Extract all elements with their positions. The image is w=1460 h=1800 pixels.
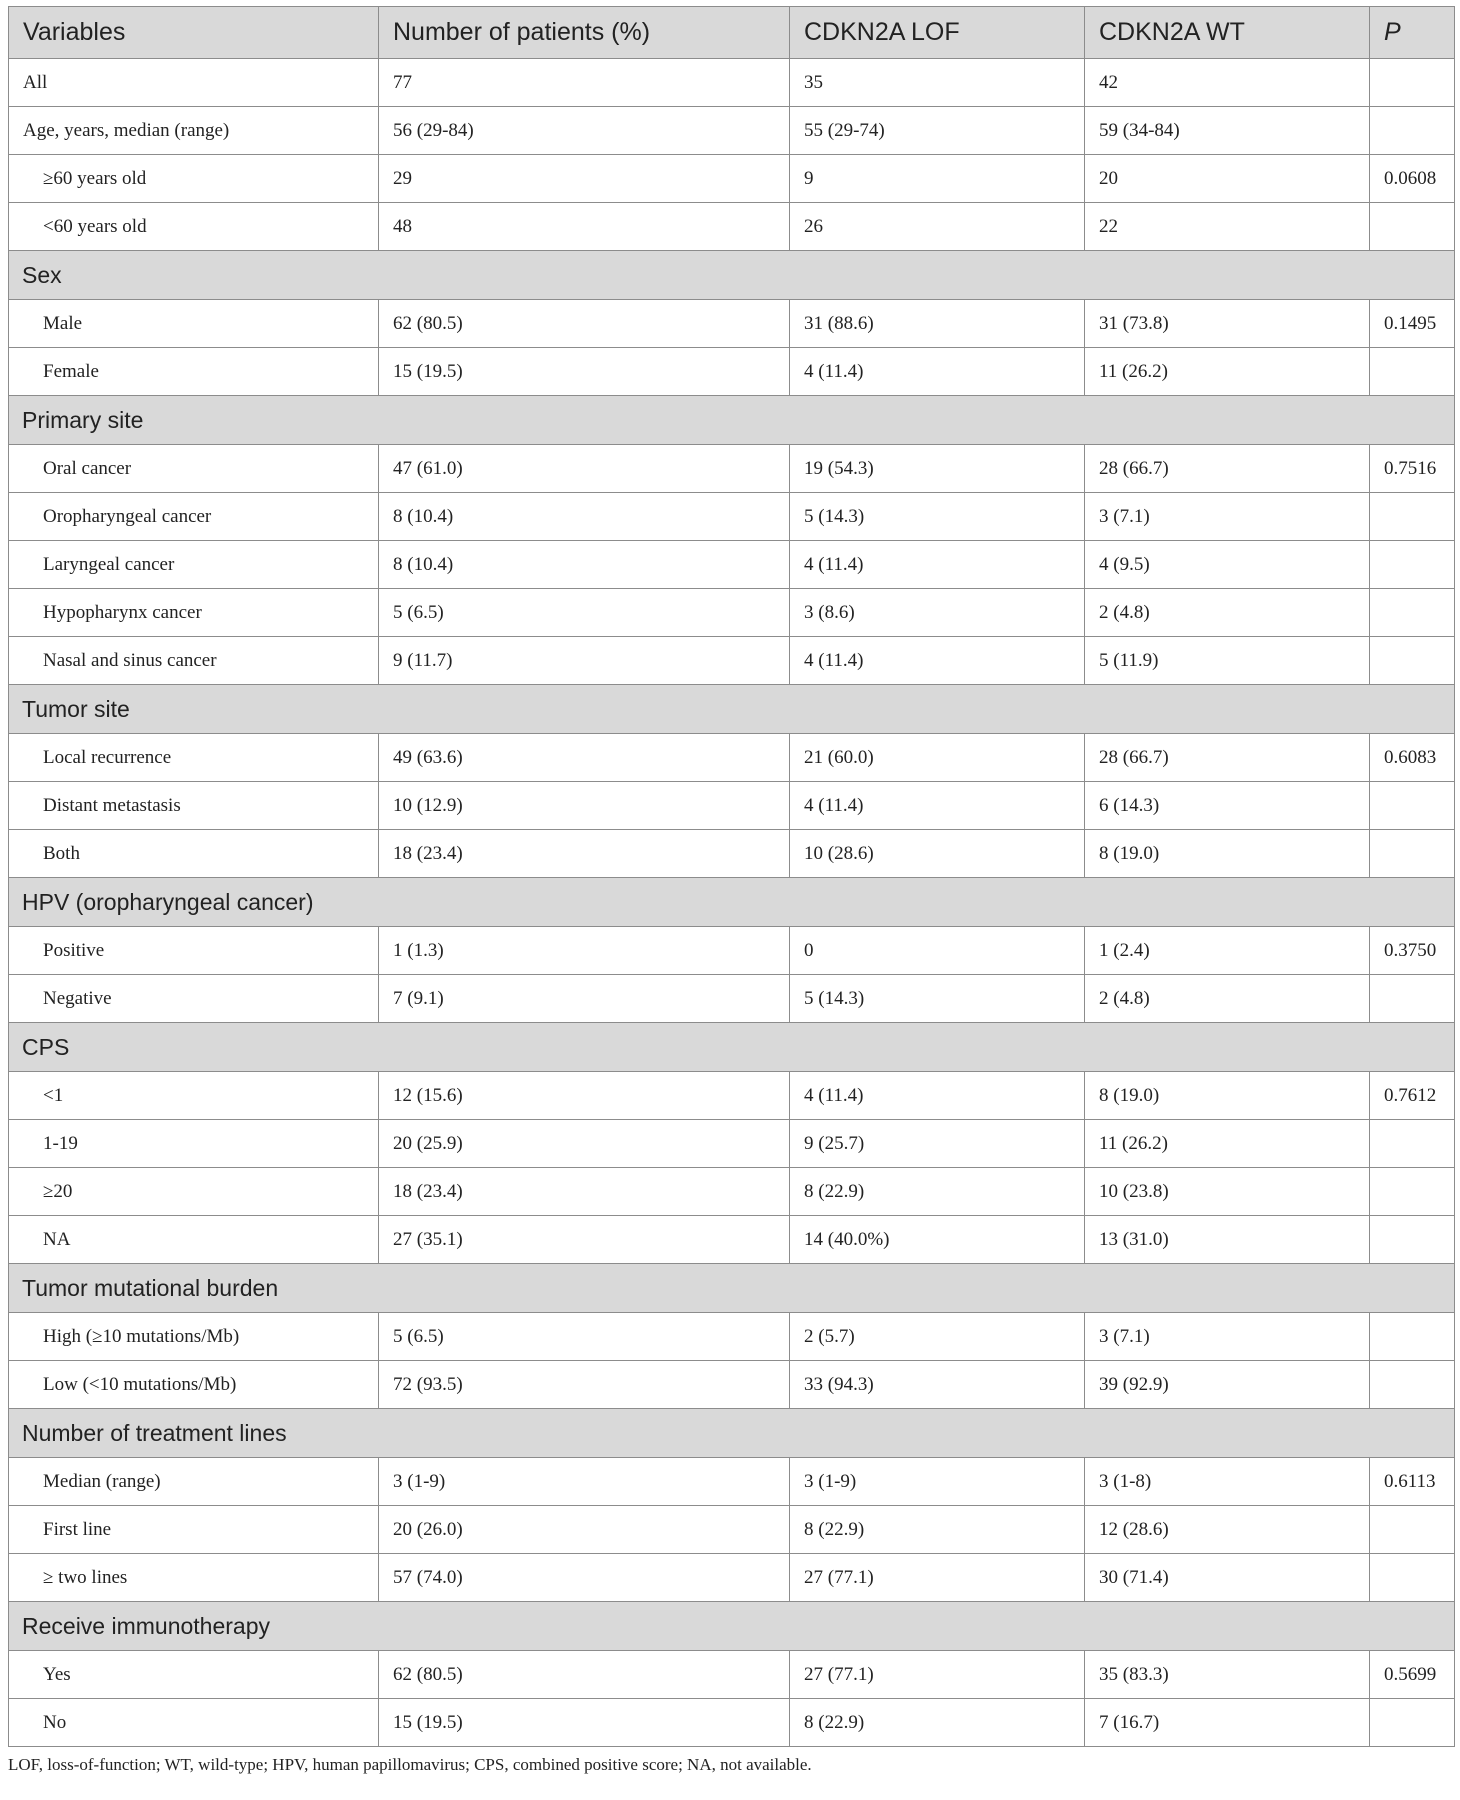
table-row	[9, 1458, 1455, 1506]
section-label: Primary site	[9, 396, 1455, 445]
lof-cell: 14 (40.0%)	[790, 1216, 1085, 1264]
p-value-cell	[1370, 1168, 1455, 1216]
p-value-cell: 0.7612	[1370, 1072, 1455, 1120]
patients-cell: 27 (35.1)	[379, 1216, 790, 1264]
wt-cell: 2 (4.8)	[1085, 975, 1370, 1023]
p-value-cell: 0.6083	[1370, 734, 1455, 782]
table-row	[9, 830, 1455, 878]
table-row	[9, 927, 1455, 975]
variable-cell: No	[9, 1699, 379, 1747]
section-label: Tumor site	[9, 685, 1455, 734]
patients-cell: 18 (23.4)	[379, 830, 790, 878]
variable-cell: <1	[9, 1072, 379, 1120]
lof-cell: 10 (28.6)	[790, 830, 1085, 878]
table-row	[9, 589, 1455, 637]
wt-cell: 10 (23.8)	[1085, 1168, 1370, 1216]
patients-cell: 1 (1.3)	[379, 927, 790, 975]
header-variables: Variables	[9, 7, 379, 59]
patients-cell: 9 (11.7)	[379, 637, 790, 685]
patients-cell: 15 (19.5)	[379, 1699, 790, 1747]
section-header-row	[9, 1409, 1455, 1458]
p-value-cell	[1370, 782, 1455, 830]
section-header-row	[9, 251, 1455, 300]
p-value-cell: 0.5699	[1370, 1651, 1455, 1699]
lof-cell: 4 (11.4)	[790, 782, 1085, 830]
wt-cell: 42	[1085, 59, 1370, 107]
patients-cell: 8 (10.4)	[379, 541, 790, 589]
patients-cell: 48	[379, 203, 790, 251]
patients-cell: 77	[379, 59, 790, 107]
p-value-cell	[1370, 637, 1455, 685]
variable-cell: <60 years old	[9, 203, 379, 251]
variable-cell: Median (range)	[9, 1458, 379, 1506]
table-row	[9, 734, 1455, 782]
patients-cell: 56 (29-84)	[379, 107, 790, 155]
table-row	[9, 637, 1455, 685]
lof-cell: 4 (11.4)	[790, 541, 1085, 589]
p-value-cell	[1370, 1120, 1455, 1168]
wt-cell: 8 (19.0)	[1085, 830, 1370, 878]
lof-cell: 27 (77.1)	[790, 1554, 1085, 1602]
variable-cell: Age, years, median (range)	[9, 107, 379, 155]
table-row	[9, 1120, 1455, 1168]
header-p-value: P	[1370, 7, 1455, 59]
section-header-row	[9, 685, 1455, 734]
p-value-cell: 0.6113	[1370, 1458, 1455, 1506]
section-header-row	[9, 1264, 1455, 1313]
variable-cell: ≥ two lines	[9, 1554, 379, 1602]
wt-cell: 7 (16.7)	[1085, 1699, 1370, 1747]
lof-cell: 35	[790, 59, 1085, 107]
variable-cell: Hypopharynx cancer	[9, 589, 379, 637]
lof-cell: 55 (29-74)	[790, 107, 1085, 155]
table-row	[9, 541, 1455, 589]
variable-cell: ≥20	[9, 1168, 379, 1216]
patients-cell: 5 (6.5)	[379, 1313, 790, 1361]
variable-cell: First line	[9, 1506, 379, 1554]
patients-cell: 5 (6.5)	[379, 589, 790, 637]
table-row	[9, 348, 1455, 396]
patients-cell: 72 (93.5)	[379, 1361, 790, 1409]
section-label: Receive immunotherapy	[9, 1602, 1455, 1651]
variable-cell: Male	[9, 300, 379, 348]
p-value-cell	[1370, 1313, 1455, 1361]
lof-cell: 33 (94.3)	[790, 1361, 1085, 1409]
lof-cell: 5 (14.3)	[790, 975, 1085, 1023]
table-row	[9, 155, 1455, 203]
header-cdkn2a-wt: CDKN2A WT	[1085, 7, 1370, 59]
p-value-cell	[1370, 975, 1455, 1023]
section-label: Tumor mutational burden	[9, 1264, 1455, 1313]
lof-cell: 4 (11.4)	[790, 1072, 1085, 1120]
wt-cell: 28 (66.7)	[1085, 445, 1370, 493]
section-label: Sex	[9, 251, 1455, 300]
lof-cell: 9	[790, 155, 1085, 203]
lof-cell: 8 (22.9)	[790, 1506, 1085, 1554]
variable-cell: 1-19	[9, 1120, 379, 1168]
patients-cell: 29	[379, 155, 790, 203]
patients-cell: 18 (23.4)	[379, 1168, 790, 1216]
wt-cell: 20	[1085, 155, 1370, 203]
wt-cell: 2 (4.8)	[1085, 589, 1370, 637]
p-value-cell	[1370, 589, 1455, 637]
header-number-of-patients: Number of patients (%)	[379, 7, 790, 59]
variable-cell: All	[9, 59, 379, 107]
wt-cell: 3 (7.1)	[1085, 1313, 1370, 1361]
lof-cell: 2 (5.7)	[790, 1313, 1085, 1361]
lof-cell: 0	[790, 927, 1085, 975]
section-label: HPV (oropharyngeal cancer)	[9, 878, 1455, 927]
wt-cell: 59 (34-84)	[1085, 107, 1370, 155]
patient-characteristics-table	[8, 6, 1455, 1747]
lof-cell: 21 (60.0)	[790, 734, 1085, 782]
variable-cell: ≥60 years old	[9, 155, 379, 203]
variable-cell: Yes	[9, 1651, 379, 1699]
p-value-cell	[1370, 107, 1455, 155]
table-row	[9, 1506, 1455, 1554]
p-value-cell	[1370, 493, 1455, 541]
wt-cell: 6 (14.3)	[1085, 782, 1370, 830]
section-label: CPS	[9, 1023, 1455, 1072]
table-row	[9, 203, 1455, 251]
p-value-cell	[1370, 1361, 1455, 1409]
variable-cell: High (≥10 mutations/Mb)	[9, 1313, 379, 1361]
p-value-cell	[1370, 1506, 1455, 1554]
table-row	[9, 1699, 1455, 1747]
wt-cell: 1 (2.4)	[1085, 927, 1370, 975]
lof-cell: 9 (25.7)	[790, 1120, 1085, 1168]
p-value-cell	[1370, 1699, 1455, 1747]
wt-cell: 5 (11.9)	[1085, 637, 1370, 685]
table-row	[9, 107, 1455, 155]
wt-cell: 22	[1085, 203, 1370, 251]
lof-cell: 3 (8.6)	[790, 589, 1085, 637]
patients-cell: 62 (80.5)	[379, 1651, 790, 1699]
variable-cell: Female	[9, 348, 379, 396]
patients-cell: 3 (1-9)	[379, 1458, 790, 1506]
wt-cell: 12 (28.6)	[1085, 1506, 1370, 1554]
section-label: Number of treatment lines	[9, 1409, 1455, 1458]
lof-cell: 3 (1-9)	[790, 1458, 1085, 1506]
table-row	[9, 1216, 1455, 1264]
table-row	[9, 1168, 1455, 1216]
patients-cell: 20 (26.0)	[379, 1506, 790, 1554]
variable-cell: Distant metastasis	[9, 782, 379, 830]
wt-cell: 11 (26.2)	[1085, 1120, 1370, 1168]
p-value-cell	[1370, 830, 1455, 878]
wt-cell: 35 (83.3)	[1085, 1651, 1370, 1699]
p-value-cell: 0.0608	[1370, 155, 1455, 203]
section-header-row	[9, 396, 1455, 445]
wt-cell: 39 (92.9)	[1085, 1361, 1370, 1409]
table-row	[9, 300, 1455, 348]
table-footnote: LOF, loss-of-function; WT, wild-type; HPV, human papillomavirus; CPS, combined positive score; NA, not available.	[8, 1755, 812, 1774]
section-header-row	[9, 1023, 1455, 1072]
variable-cell: Positive	[9, 927, 379, 975]
patients-cell: 15 (19.5)	[379, 348, 790, 396]
lof-cell: 8 (22.9)	[790, 1699, 1085, 1747]
table-header	[9, 7, 1455, 59]
variable-cell: Oropharyngeal cancer	[9, 493, 379, 541]
header-cdkn2a-lof: CDKN2A LOF	[790, 7, 1085, 59]
p-value-cell	[1370, 59, 1455, 107]
table-row	[9, 59, 1455, 107]
patients-cell: 47 (61.0)	[379, 445, 790, 493]
patients-cell: 20 (25.9)	[379, 1120, 790, 1168]
table-row	[9, 1313, 1455, 1361]
lof-cell: 27 (77.1)	[790, 1651, 1085, 1699]
patients-cell: 49 (63.6)	[379, 734, 790, 782]
variable-cell: Both	[9, 830, 379, 878]
patients-cell: 57 (74.0)	[379, 1554, 790, 1602]
table-row	[9, 493, 1455, 541]
table-container	[8, 6, 1454, 1775]
table-body	[9, 59, 1455, 1747]
wt-cell: 30 (71.4)	[1085, 1554, 1370, 1602]
section-header-row	[9, 1602, 1455, 1651]
lof-cell: 26	[790, 203, 1085, 251]
variable-cell: Laryngeal cancer	[9, 541, 379, 589]
p-value-cell	[1370, 1216, 1455, 1264]
variable-cell: Nasal and sinus cancer	[9, 637, 379, 685]
variable-cell: NA	[9, 1216, 379, 1264]
p-value-cell: 0.1495	[1370, 300, 1455, 348]
variable-cell: Local recurrence	[9, 734, 379, 782]
wt-cell: 8 (19.0)	[1085, 1072, 1370, 1120]
header-row	[9, 7, 1455, 59]
wt-cell: 13 (31.0)	[1085, 1216, 1370, 1264]
table-row	[9, 1361, 1455, 1409]
p-value-cell: 0.3750	[1370, 927, 1455, 975]
p-value-cell	[1370, 1554, 1455, 1602]
wt-cell: 4 (9.5)	[1085, 541, 1370, 589]
lof-cell: 8 (22.9)	[790, 1168, 1085, 1216]
table-row	[9, 1554, 1455, 1602]
table-row	[9, 1651, 1455, 1699]
p-value-cell	[1370, 203, 1455, 251]
table-row	[9, 975, 1455, 1023]
variable-cell: Low (<10 mutations/Mb)	[9, 1361, 379, 1409]
lof-cell: 19 (54.3)	[790, 445, 1085, 493]
wt-cell: 28 (66.7)	[1085, 734, 1370, 782]
patients-cell: 10 (12.9)	[379, 782, 790, 830]
p-value-cell: 0.7516	[1370, 445, 1455, 493]
p-value-cell	[1370, 541, 1455, 589]
patients-cell: 8 (10.4)	[379, 493, 790, 541]
lof-cell: 31 (88.6)	[790, 300, 1085, 348]
wt-cell: 31 (73.8)	[1085, 300, 1370, 348]
wt-cell: 3 (7.1)	[1085, 493, 1370, 541]
p-value-cell	[1370, 348, 1455, 396]
patients-cell: 7 (9.1)	[379, 975, 790, 1023]
patients-cell: 12 (15.6)	[379, 1072, 790, 1120]
table-row	[9, 782, 1455, 830]
wt-cell: 3 (1-8)	[1085, 1458, 1370, 1506]
variable-cell: Negative	[9, 975, 379, 1023]
table-row	[9, 1072, 1455, 1120]
lof-cell: 5 (14.3)	[790, 493, 1085, 541]
patients-cell: 62 (80.5)	[379, 300, 790, 348]
section-header-row	[9, 878, 1455, 927]
wt-cell: 11 (26.2)	[1085, 348, 1370, 396]
table-row	[9, 445, 1455, 493]
lof-cell: 4 (11.4)	[790, 348, 1085, 396]
variable-cell: Oral cancer	[9, 445, 379, 493]
lof-cell: 4 (11.4)	[790, 637, 1085, 685]
